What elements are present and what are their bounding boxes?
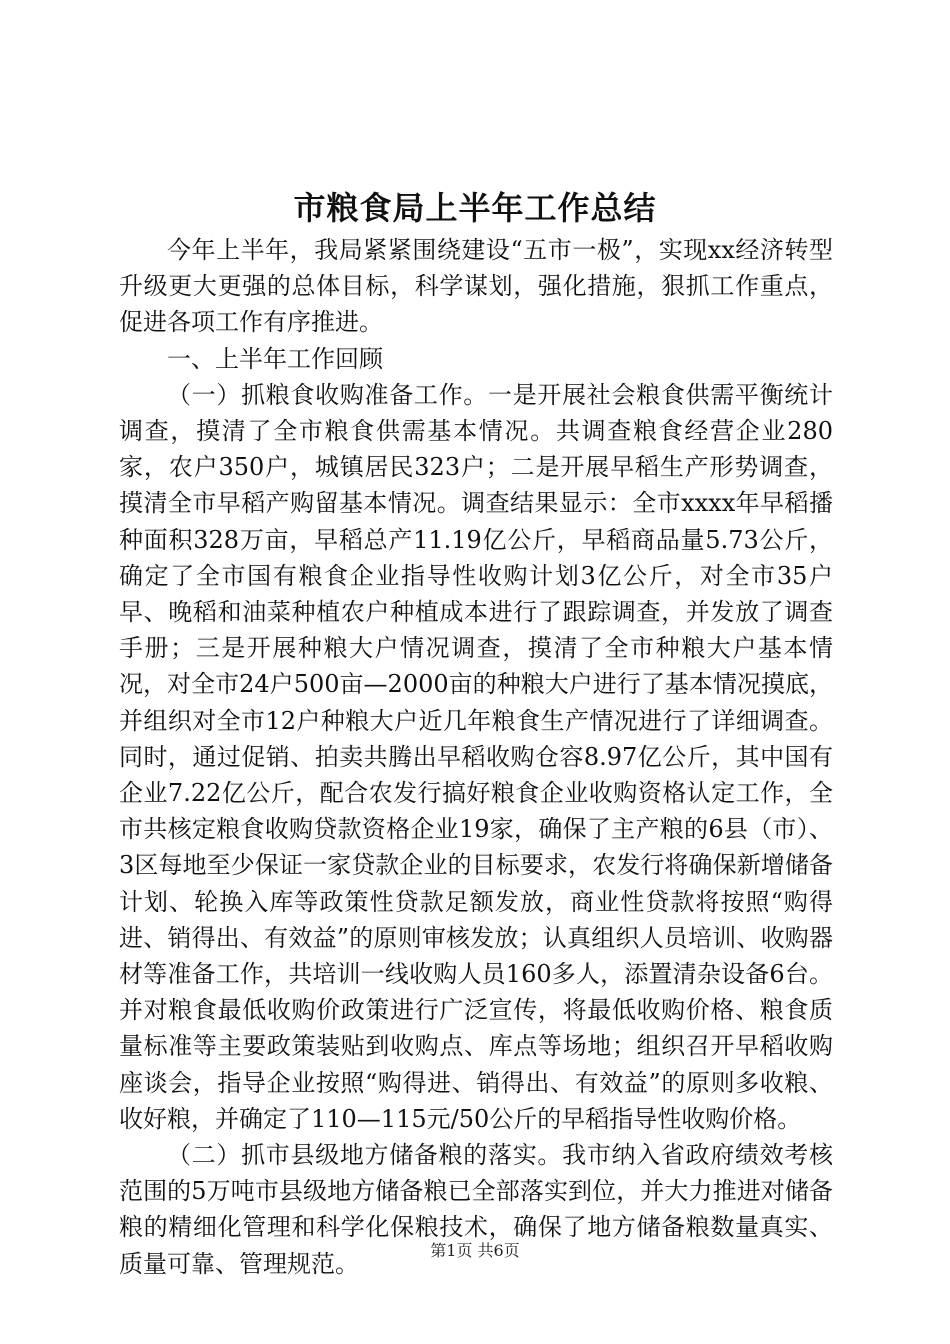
subsection-1-paragraph: （一）抓粮食收购准备工作。一是开展社会粮食供需平衡统计调查，摸清了全市粮食供需基本情况。共调查粮食经营企业280家，农户350户，城镇居民323户；二是开展早稻生产形势调查，摸清全市早稻产购留基本情况。调查结果显示：全市xxxx年早稻播种面积328万亩，早稻总产11.19亿公斤，早稻商品量5.73公斤，确定了全市国有粮食企业指导性收购计划3亿公斤，对全市35户早、晚稻和油菜种植农户种植成本进行了跟踪调查，并发放了调查手册；三是开展种粮大户情况调查，摸清了全市种粮大户基本情况，对全市24户500亩—2000亩的种粮大户进行了基本情况摸底，并组织对全市12户种粮大户近几年粮食生产情况进行了详细调查。同时，通过促销、拍卖共腾出早稻收购仓容8.97亿公斤，其中国有企业7.22亿公斤，配合农发行搞好粮食企业收购资格认定工作，全市共核定粮食收购贷款资格企业19家，确保了主产粮的6县（市）、3区每地至少保证一家贷款企业的目标要求，农发行将确保新增储备计划、轮换入库等政策性贷款足额发放，商业性贷款将按照“购得进、销得出、有效益”的原则审核发放；认真组织人员培训、收购器材等准备工作，共培训一线收购人员160多人，添置清杂设备6台。并对粮食最低收购价政策进行广泛宣传，将最低收购价格、粮食质量标准等主要政策装贴到收购点、库点等场地；组织召开早稻收购座谈会，指导企业按照“购得进、销得出、有效益”的原则多收粮、收好粮，并确定了110—115元/50公斤的早稻指导性收购价格。 [119, 380, 833, 1133]
document-body [119, 232, 833, 1282]
subsection-2-paragraph: （二）抓市县级地方储备粮的落实。我市纳入省政府绩效考核范围的5万吨市县级地方储备粮已全部落实到位，并大力推进对储备粮的精细化管理和科学化保粮技术，确保了地方储备粮数量真实、质量可靠、管理规范。 [119, 1141, 833, 1278]
section-heading: 一、上半年工作回顾 [167, 344, 383, 373]
intro-paragraph: 今年上半年，我局紧紧围绕建设“五市一极”，实现xx经济转型升级更大更强的总体目标，科学谋划，强化措施，狠抓工作重点，促进各项工作有序推进。 [119, 236, 833, 337]
page-footer: 第1页 共6页 [430, 1241, 520, 1260]
document-title: 市粮食局上半年工作总结 [293, 189, 657, 227]
